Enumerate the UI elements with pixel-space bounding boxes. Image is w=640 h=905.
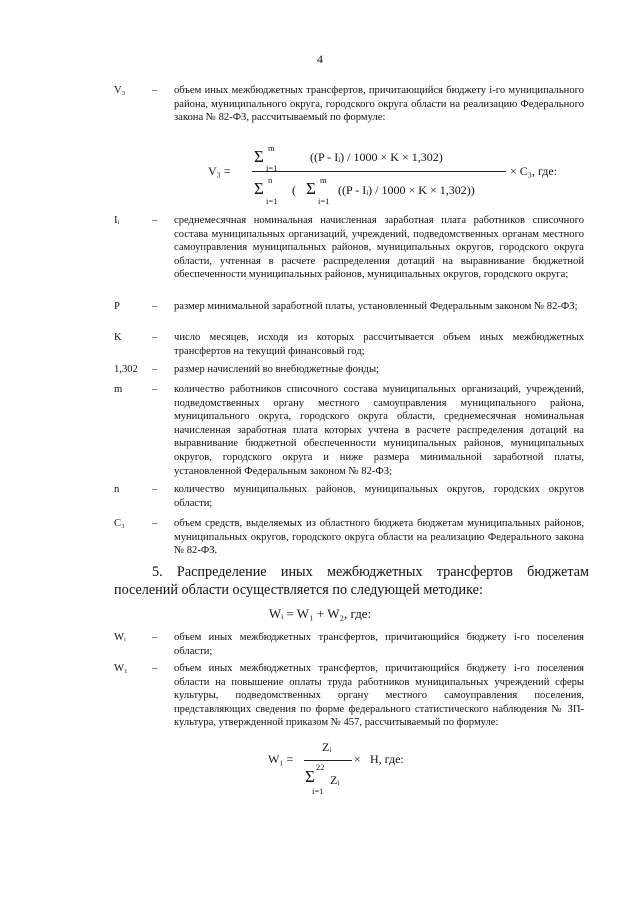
definition-text: объем иных межбюджетных трансфертов, причитающийся бюджету i-го поселения области; <box>174 632 584 657</box>
definition-text: объем средств, выделяемых из областного бюджета бюджетам муниципальных районов, муниципальных округов, городского округа области на реализацию Федерального закона № 82-ФЗ. <box>174 518 584 557</box>
sum-upper-limit: m <box>268 143 275 153</box>
sum-lower-limit: i=1 <box>266 163 278 173</box>
sigma-symbol: Σ <box>306 179 316 198</box>
sigma-symbol: Σ <box>254 147 264 166</box>
definition-item <box>114 331 584 358</box>
fraction-bar <box>304 760 352 761</box>
definition-text: среднемесячная номинальная начисленная заработная плата работников списочного состава муниципальных организаций, учреждений, подведомственных органам местного самоуправления муниципальных районов, муниципальных округов, городского округа области, учтенная в расчете распределения дотаций на выравнивание бюджетной обеспеченности муниципальных районов, муниципальных округов, городского округа; <box>174 215 584 281</box>
definition-dash: – <box>152 518 158 529</box>
definition-item <box>114 383 584 478</box>
den-sum-lower-limit: i=1 <box>266 196 278 206</box>
formula-rhs: H, где: <box>370 752 404 766</box>
definition-symbol: P <box>114 301 120 312</box>
definition-symbol: K <box>114 332 122 343</box>
definition-item <box>114 483 584 510</box>
definition-dash: – <box>152 384 158 395</box>
den-inner-upper-limit: m <box>320 175 327 185</box>
sum-lower-limit: i=1 <box>312 786 324 796</box>
formula-rhs: × C₃, где: <box>510 164 558 178</box>
formula-wi: Wᵢ = W₁ + W₂, где: <box>268 606 372 621</box>
definition-item <box>114 631 584 658</box>
sigma-symbol: Σ <box>305 767 315 786</box>
definition-symbol: W₁ <box>114 663 128 674</box>
definition-symbol: V₃ <box>114 85 126 96</box>
den-open-paren: ( <box>292 183 296 197</box>
definition-text: размер минимальной заработной платы, установленный Федеральным законом № 82-ФЗ; <box>174 301 578 312</box>
definition-v3 <box>114 84 584 125</box>
definition-dash: – <box>152 632 158 643</box>
definition-text: число месяцев, исходя из которых рассчитывается объем иных межбюджетных трансфертов на текущий финансовый год; <box>174 332 584 357</box>
definition-item <box>114 214 584 282</box>
definition-dash: – <box>152 215 158 226</box>
definition-symbol: m <box>114 384 123 395</box>
definition-dash: – <box>152 364 158 375</box>
sum-upper-limit: 22 <box>316 762 325 772</box>
definition-text: объем иных межбюджетных трансфертов, причитающийся бюджету i-го поселения области на повышение оплаты труда работников муниципальных учреждений сферы культуры, подведомственных органу местного самоуправления поселения, представляющих сведения по форме федерального статистического наблюдения № ЗП-культура, утвержденной приказом № 457, рассчитываемый по формуле: <box>174 663 584 729</box>
definition-dash: – <box>152 332 158 343</box>
times-sign: × <box>354 752 361 766</box>
definition-symbol: 1,302 <box>114 364 138 375</box>
definition-symbol: Wᵢ <box>114 632 126 643</box>
definition-text: количество муниципальных районов, муниципальных округов, городских округов области; <box>174 484 584 509</box>
definition-symbol: C₃ <box>114 518 125 529</box>
formula-lhs: W₁ = <box>268 752 294 766</box>
definition-item <box>114 662 584 730</box>
den-sum-upper-limit: n <box>268 175 273 185</box>
definition-text: количество работников списочного состава муниципальных организаций, учреждений, подведомственных органу местного самоуправления муниципального района, муниципального округа, городского округа области, среднемесячная номинальная начисленная заработная плата которых учтена в расчете распределения дотаций на выравнивание бюджетной обеспеченности муниципальных районов, муниципальных округов, городского округа и ниже размера минимальной заработной платы, установленной Федеральным законом № 82-ФЗ; <box>174 384 584 477</box>
definition-item <box>114 300 584 314</box>
page-number: 4 <box>317 52 323 66</box>
sigma-symbol: Σ <box>254 179 264 198</box>
definition-dash: – <box>152 85 158 96</box>
definition-symbol: Iᵢ <box>114 215 120 226</box>
section-5-paragraph: 5. Распределение иных межбюджетных трансфертов бюджетам поселений области осуществляется по следующей методике: <box>114 564 589 598</box>
definition-item <box>114 517 584 558</box>
definition-dash: – <box>152 663 158 674</box>
definition-text: объем иных межбюджетных трансфертов, причитающийся бюджету i-го муниципального района, муниципального округа, городского округа области на реализацию Федерального закона № 82-ФЗ, рассчитываемый по формуле: <box>174 85 584 124</box>
formula-numerator: ((P - Iᵢ) / 1000 × K × 1,302) <box>310 150 443 164</box>
definition-dash: – <box>152 484 158 495</box>
definition-text: размер начислений во внебюджетные фонды; <box>174 364 380 375</box>
formula-numerator: Zᵢ <box>322 740 332 754</box>
formula-lhs: V₃ = <box>208 164 231 178</box>
formula-denominator: ((P - Iᵢ) / 1000 × K × 1,302)) <box>338 183 475 197</box>
den-inner-lower-limit: i=1 <box>318 196 330 206</box>
definition-item <box>114 363 584 377</box>
definition-symbol: n <box>114 484 120 495</box>
definition-dash: – <box>152 301 158 312</box>
formula-denominator: Zᵢ <box>330 773 340 787</box>
fraction-bar <box>252 171 506 172</box>
